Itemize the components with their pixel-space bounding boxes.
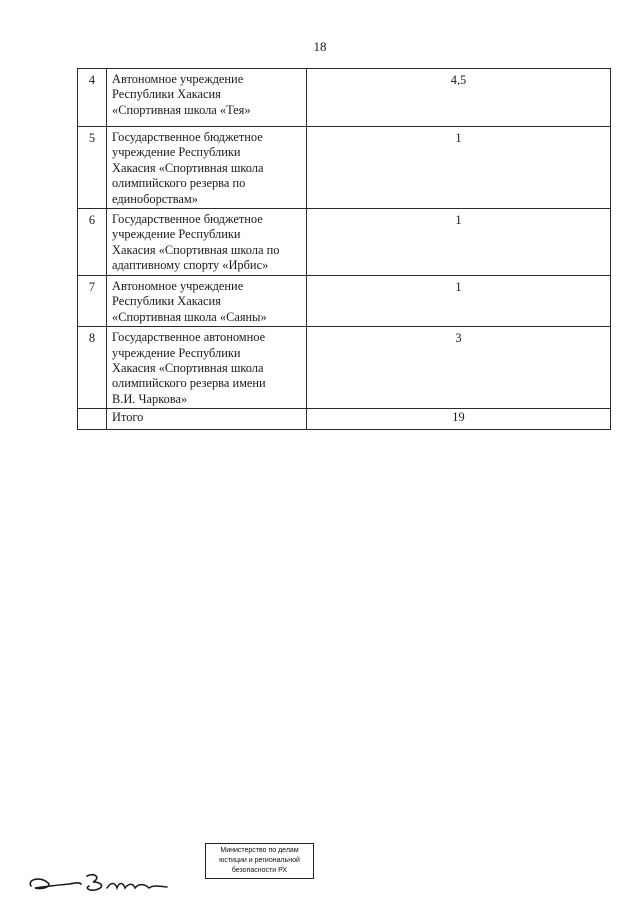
- name-line: Автономное учреждение: [112, 72, 244, 86]
- name-line: адаптивному спорту «Ирбис»: [112, 258, 269, 273]
- organization-name: [107, 276, 307, 327]
- name-line: В.И. Чаркова»: [112, 391, 188, 406]
- row-value: 1: [307, 209, 611, 276]
- row-number: 7: [78, 276, 107, 327]
- name-line: Автономное учреждение: [112, 279, 244, 294]
- name-line: Хакасия «Спортивная школа по: [112, 242, 280, 257]
- name-line: учреждение Республики: [112, 345, 241, 360]
- name-line: Хакасия «Спортивная школа: [112, 160, 264, 175]
- row-number: 4: [78, 69, 107, 127]
- table-row: [78, 127, 611, 209]
- stamp-line: Министерство по делам: [220, 847, 299, 854]
- row-number: 6: [78, 209, 107, 276]
- organization-name: [107, 209, 307, 276]
- name-line: учреждение Республики: [112, 227, 241, 242]
- table-row: [78, 276, 611, 327]
- total-label: Итого: [107, 409, 307, 430]
- name-line: Государственное бюджетное: [112, 212, 263, 227]
- stamp-line: юстиции и региональной: [219, 857, 300, 864]
- row-number: 5: [78, 127, 107, 209]
- name-line: «Спортивная школа «Саяны»: [112, 309, 267, 324]
- ministry-stamp: [205, 843, 314, 879]
- organization-name: [107, 127, 307, 209]
- name-line: Государственное бюджетное: [112, 130, 263, 144]
- handwritten-signature: [25, 868, 175, 898]
- name-line: Республики Хакасия: [112, 87, 221, 102]
- organizations-table: [77, 68, 611, 430]
- name-line: олимпийского резерва по: [112, 176, 246, 191]
- total-row: [78, 409, 611, 430]
- name-line: единоборствам»: [112, 191, 198, 206]
- stamp-line: безопасности РХ: [231, 867, 288, 874]
- row-value: 1: [307, 276, 611, 327]
- row-number: 8: [78, 327, 107, 409]
- name-line: олимпийского резерва имени: [112, 376, 266, 391]
- name-line: Государственное автономное: [112, 330, 266, 345]
- organization-name: [107, 327, 307, 409]
- row-value: 3: [307, 327, 611, 409]
- name-line: учреждение Республики: [112, 145, 241, 160]
- total-value: 19: [307, 409, 611, 430]
- name-line: Хакасия «Спортивная школа: [112, 361, 264, 376]
- name-line: «Спортивная школа «Тея»: [112, 102, 251, 117]
- table-row: [78, 327, 611, 409]
- row-value: 1: [307, 127, 611, 209]
- row-value: 4,5: [307, 69, 611, 127]
- page-number: 18: [313, 39, 327, 54]
- name-line: Республики Хакасия: [112, 294, 221, 309]
- total-number-cell: [78, 409, 107, 430]
- organization-name: [107, 69, 307, 127]
- table-row: [78, 69, 611, 127]
- table-row: [78, 209, 611, 276]
